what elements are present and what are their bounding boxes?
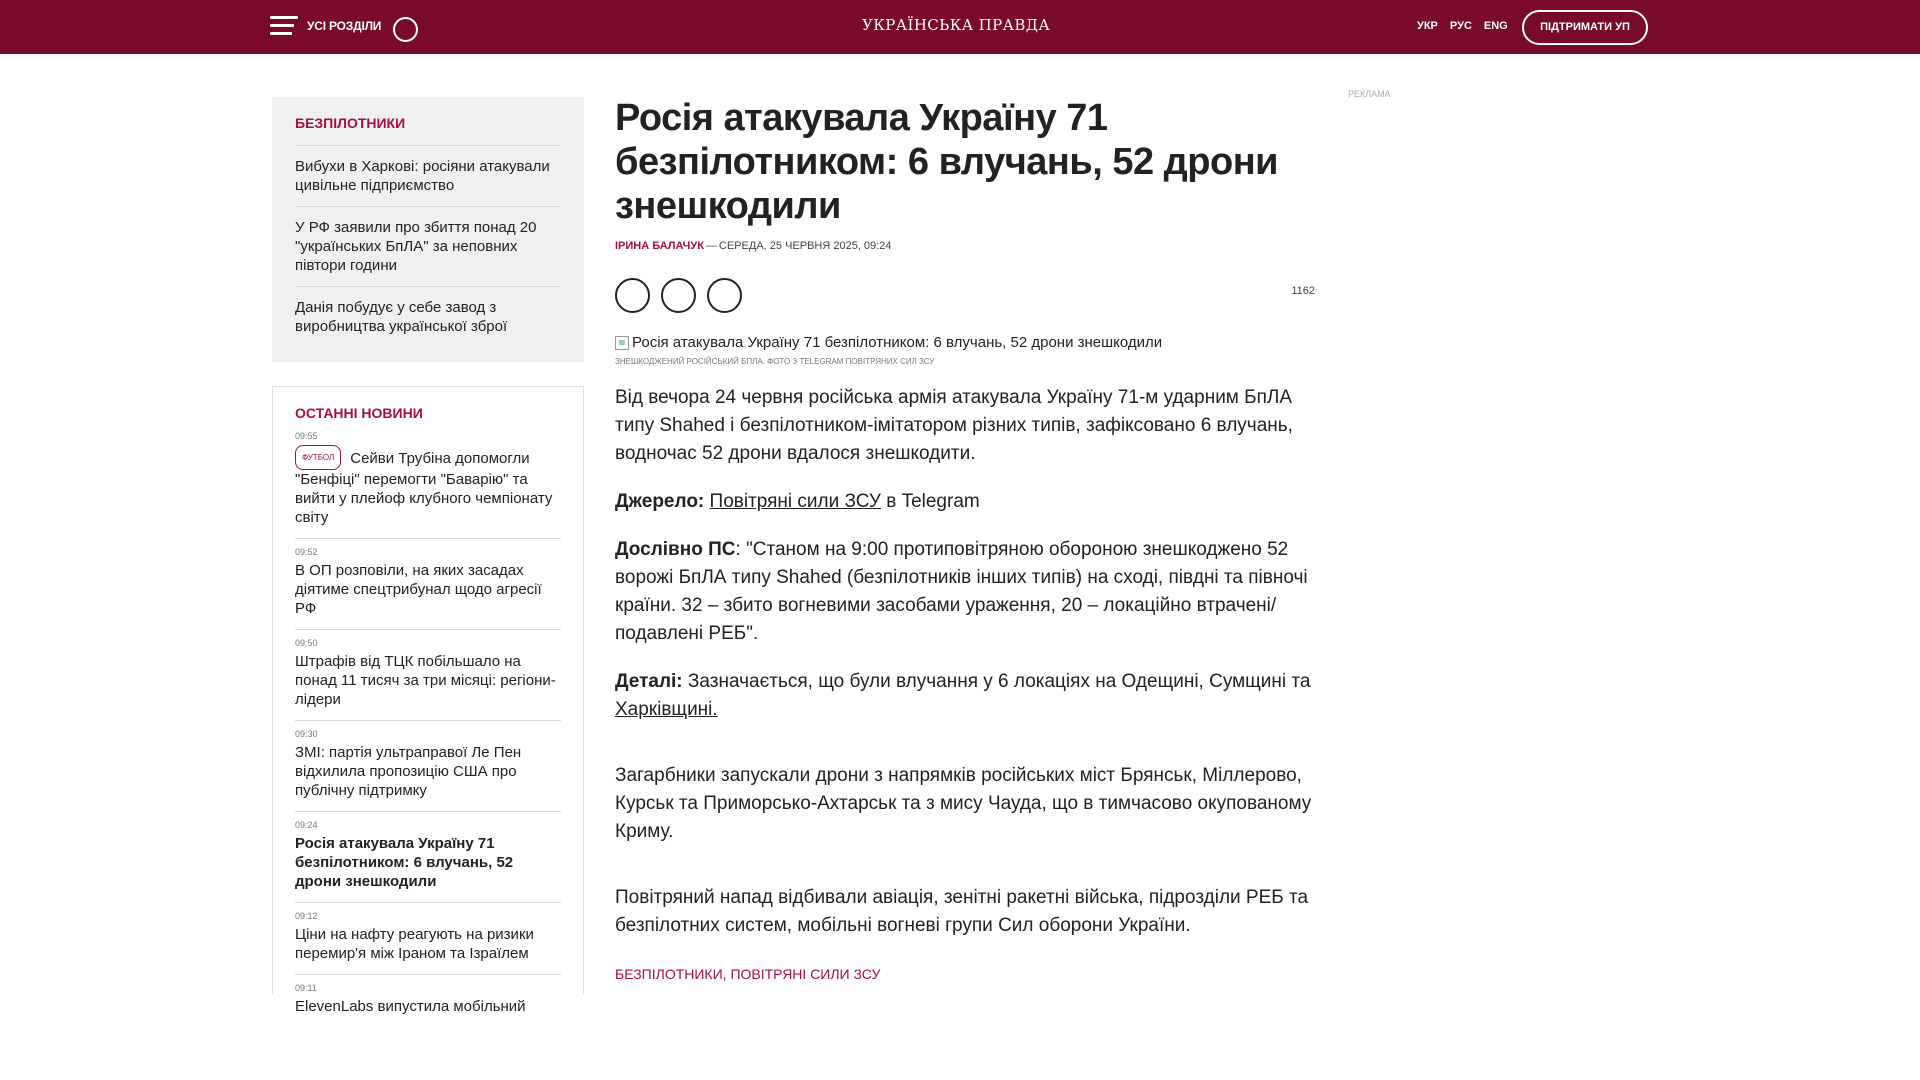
tag-separator: , bbox=[722, 966, 731, 982]
news-time: 09:50 bbox=[295, 638, 318, 648]
news-time: 09:55 bbox=[295, 431, 318, 441]
news-item[interactable] bbox=[295, 423, 561, 539]
article bbox=[615, 96, 1315, 982]
lead-paragraph: Від вечора 24 червня російська армія атакувала Україну 71-м ударним БпЛА типу Shahed і безпілотником-імітатором різних типів, зафіксовано 6 влучань, водночас 52 дрони вдалося знешкодити. bbox=[615, 387, 1293, 464]
news-headline: В ОП розповіли, на яких засадах діятиме спецтрибунал щодо агресії РФ bbox=[295, 562, 542, 617]
related-topic-box bbox=[272, 97, 584, 362]
photo-caption: ЗНЕШКОДЖЕНИЙ РОСІЙСЬКИЙ БПЛА. ФОТО З TELEGRAM ПОВІТРЯНИХ СИЛ ЗСУ bbox=[615, 357, 935, 366]
launch-paragraph: Загарбники запускали дрони з напрямків російських міст Брянськ, Міллерово, Курськ та Приморсько-Ахтарськ та з мису Чауда, що в тимчасово окупованому Криму. bbox=[615, 765, 1312, 842]
support-button[interactable]: ПІДТРИМАТИ УП bbox=[1522, 10, 1648, 45]
broken-image-icon bbox=[615, 336, 629, 350]
news-headline: Штрафів від ТЦК побільшало на понад 11 тисяч за три місяці: регіони-лідери bbox=[295, 653, 556, 708]
news-item[interactable] bbox=[295, 539, 561, 630]
news-headline: ЗМІ: партія ультраправої Ле Пен відхилила пропозицію США про публічну підтримку bbox=[295, 744, 522, 799]
source-label: Джерело: bbox=[615, 491, 705, 512]
article-headline: Росія атакувала Україну 71 безпілотником: 6 влучань, 52 дрони знешкодили bbox=[615, 97, 1279, 227]
article-photo bbox=[615, 334, 1315, 351]
view-count: 1162 bbox=[1291, 285, 1315, 297]
lang-eng-link[interactable]: ENG bbox=[1483, 20, 1508, 32]
related-item[interactable]: Данія побудує у себе завод з виробництва української зброї bbox=[295, 286, 561, 347]
lang-rus-link[interactable]: РУС bbox=[1449, 20, 1472, 32]
search-icon[interactable] bbox=[393, 17, 418, 42]
twitter-share-icon[interactable] bbox=[661, 278, 696, 313]
news-time: 09:24 bbox=[295, 820, 318, 830]
tag-air-force-link[interactable]: ПОВІТРЯНІ СИЛИ ЗСУ bbox=[730, 966, 881, 982]
details-paragraph bbox=[615, 668, 1315, 724]
quote-text: : "Станом на 9:00 протиповітряною обороною знешкоджено 52 ворожі БпЛА типу Shahed (безпілотників інших типів) на сході, півдні та півночі країни. 32 – збито вогневими засобами ураження, 20 – локаційно втрачені/подавлені РЕБ". bbox=[615, 539, 1308, 644]
ad-label: РЕКЛАМА bbox=[1348, 89, 1391, 99]
news-tag-badge[interactable]: ФУТБОЛ bbox=[295, 445, 341, 470]
related-item[interactable]: Вибухи в Харкові: росіяни атакували цивільне підприємство bbox=[295, 145, 561, 206]
quote-label: Дослівно ПС bbox=[615, 539, 736, 560]
news-time: 09:11 bbox=[295, 983, 317, 993]
lang-ukr-link[interactable]: УКР bbox=[1417, 20, 1438, 32]
kharkiv-region-link[interactable]: Харківщині. bbox=[615, 699, 718, 720]
news-item-current[interactable] bbox=[295, 812, 561, 903]
language-switcher bbox=[1417, 20, 1508, 32]
article-tags bbox=[615, 966, 1315, 982]
details-label: Деталі: bbox=[615, 671, 683, 692]
latest-news-title[interactable]: ОСТАННІ НОВИНИ bbox=[295, 405, 423, 421]
source-suffix: в Telegram bbox=[880, 491, 980, 512]
site-logo[interactable]: УКРАЇНСЬКА ПРАВДА bbox=[862, 16, 1051, 34]
tag-drones-link[interactable]: БЕЗПІЛОТНИКИ bbox=[615, 966, 723, 982]
news-item[interactable] bbox=[295, 903, 561, 975]
publish-date: СЕРЕДА, 25 ЧЕРВНЯ 2025, 09:24 bbox=[718, 240, 892, 252]
article-body bbox=[615, 384, 1315, 940]
news-time: 09:30 bbox=[295, 729, 318, 739]
news-item[interactable] bbox=[295, 630, 561, 721]
related-topic-title[interactable]: БЕЗПІЛОТНИКИ bbox=[295, 115, 406, 131]
news-item[interactable] bbox=[295, 975, 561, 1027]
photo-alt-text: Росія атакувала Україну 71 безпілотником: 6 влучань, 52 дрони знешкодили bbox=[632, 334, 1163, 351]
telegram-share-icon[interactable] bbox=[707, 278, 742, 313]
news-headline: ElevenLabs випустила мобільний bbox=[295, 998, 526, 1015]
news-time: 09:12 bbox=[295, 911, 318, 921]
quote-paragraph bbox=[615, 536, 1315, 648]
source-link[interactable]: Повітряні сили ЗСУ bbox=[709, 491, 881, 512]
news-text bbox=[295, 445, 561, 527]
top-navigation-bar bbox=[0, 0, 1920, 54]
author-link[interactable]: ІРИНА БАЛАЧУК bbox=[615, 240, 704, 252]
news-time: 09:52 bbox=[295, 547, 318, 557]
source-paragraph bbox=[615, 488, 1315, 516]
details-text: Зазначається, що були влучання у 6 локаціях на Одещині, Сумщині та bbox=[682, 671, 1311, 692]
article-byline bbox=[615, 240, 1315, 252]
related-item[interactable]: У РФ заявили про збиття понад 20 "українських БпЛА" за неповних півтори години bbox=[295, 206, 561, 286]
hamburger-menu-icon[interactable] bbox=[270, 16, 298, 38]
share-bar bbox=[615, 278, 1315, 314]
latest-news-box bbox=[272, 386, 584, 1015]
news-item[interactable] bbox=[295, 721, 561, 812]
news-headline: Сейви Трубіна допомогли "Бенфіці" перемогти "Баварію" та вийти у плейоф клубного чемпіонату світу bbox=[295, 450, 553, 526]
all-sections-link[interactable]: УСІ РОЗДІЛИ bbox=[307, 19, 382, 33]
defense-paragraph: Повітряний напад відбивали авіація, зенітні ракетні війська, підрозділи РЕБ та безпілотних систем, мобільні вогневі групи Сил оборони України. bbox=[615, 887, 1309, 936]
byline-separator: — bbox=[705, 240, 717, 252]
facebook-share-icon[interactable] bbox=[615, 278, 650, 313]
news-headline: Росія атакувала Україну 71 безпілотником: 6 влучань, 52 дрони знешкодили bbox=[295, 835, 514, 890]
news-headline: Ціни на нафту реагують на ризики перемир'я між Іраном та Ізраїлем bbox=[295, 926, 534, 962]
